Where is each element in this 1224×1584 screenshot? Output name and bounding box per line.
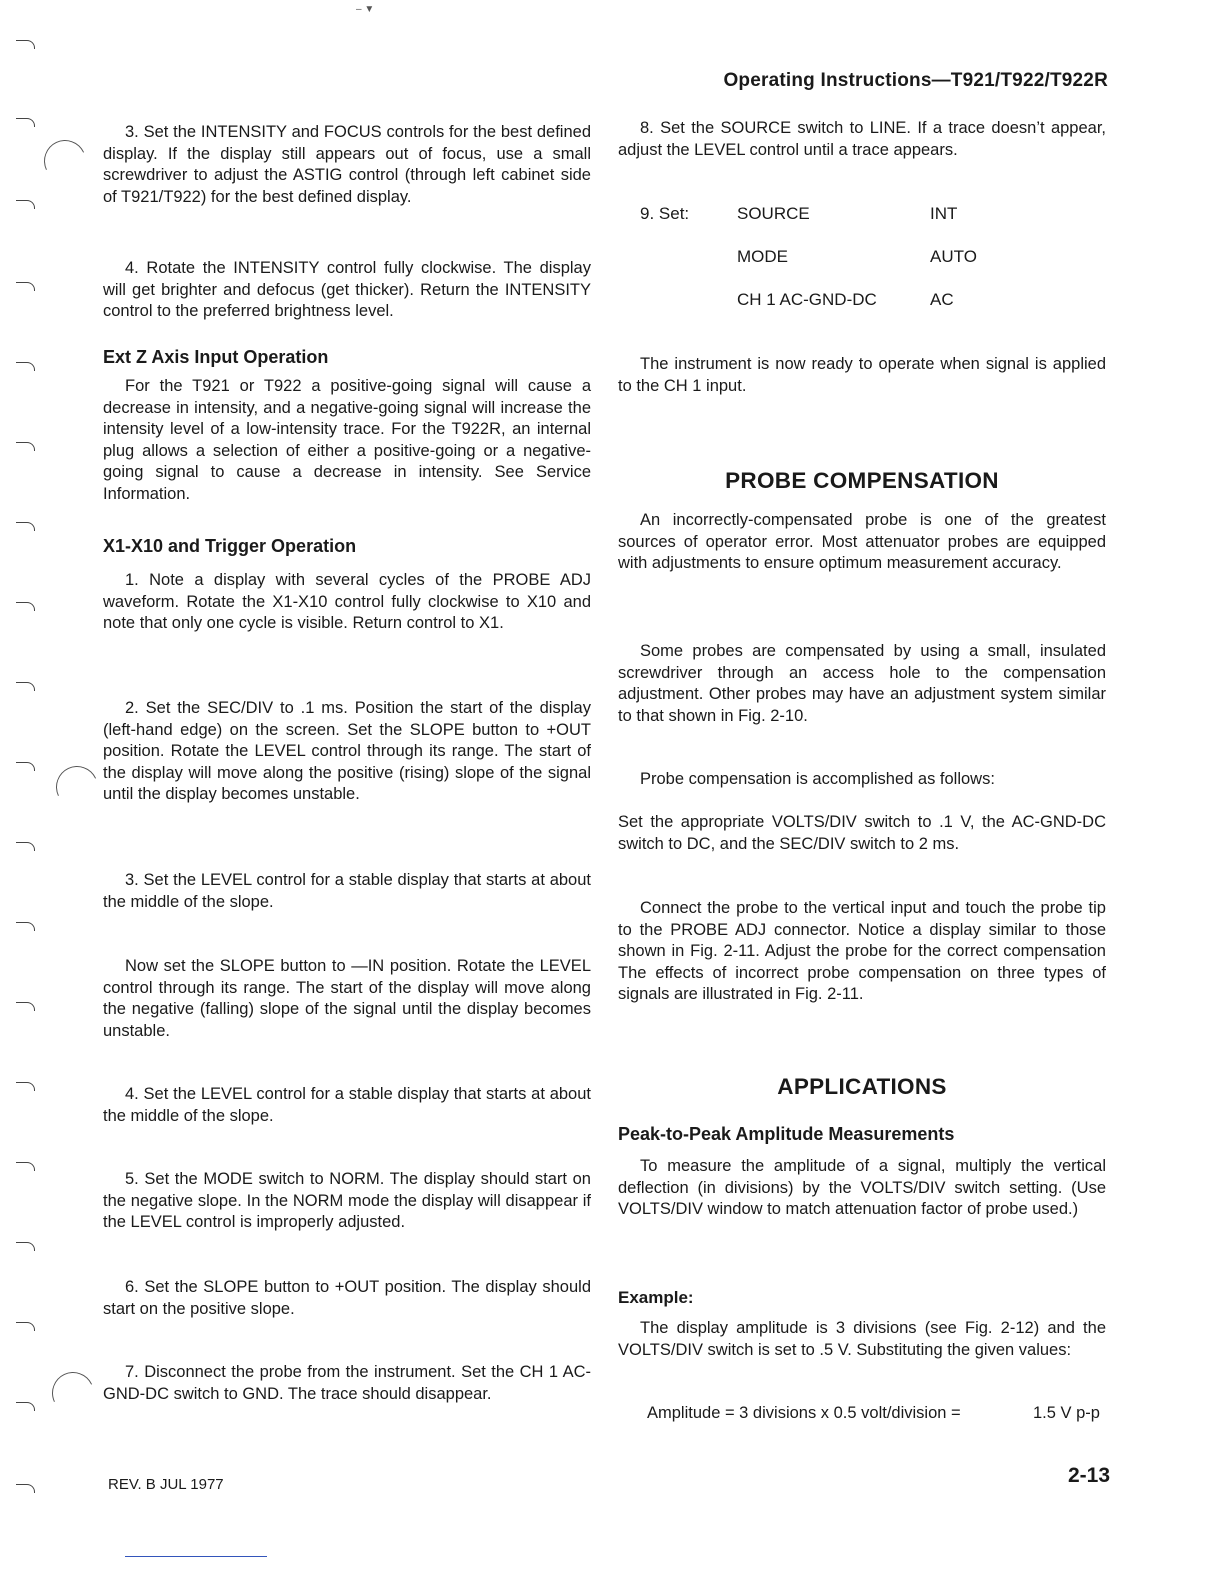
binder-mark-icon <box>16 1242 35 1251</box>
scan-mark-icon: – ▼ <box>356 4 375 15</box>
x1-x10-trigger-heading: X1-X10 and Trigger Operation <box>103 536 357 556</box>
binder-mark-icon <box>16 1402 35 1411</box>
trigger-step-1: 1. Note a display with several cycles of the PROBE ADJ waveform. Rotate the X1-X10 control fully clockwise to X10 and note that only one cycle is visible. Return control to X1. <box>103 571 591 632</box>
trigger-step-4: 4. Set the LEVEL control for a stable display that starts at about the middle of the slope. <box>103 1085 591 1125</box>
running-header: Operating Instructions—T921/T922/T922R <box>723 70 1108 91</box>
binder-mark-icon <box>16 842 35 851</box>
trigger-step-2: 2. Set the SEC/DIV to .1 ms. Position the start of the display (left-hand edge) on the screen. Set the SLOPE button to +OUT position. Rotate the LEVEL control through its range. The start of the display will move along the positive (rising) slope of the signal until the display becomes unstable. <box>103 699 591 803</box>
step-9-settings <box>618 204 1106 314</box>
probe-compensation-heading: PROBE COMPENSATION <box>725 468 999 493</box>
setting-value: INT <box>930 204 958 223</box>
binder-mark-icon <box>16 1322 35 1331</box>
binder-mark-icon <box>16 442 35 451</box>
binder-mark-icon <box>16 282 35 291</box>
footer-divider <box>125 1556 267 1557</box>
binder-mark-icon <box>16 1002 35 1011</box>
step-4-intensity-rotate: 4. Rotate the INTENSITY control fully clockwise. The display will get brighter and defocus (get thicker). Return the INTENSITY control to the preferred brightness level. <box>103 259 591 320</box>
binder-mark-icon <box>16 40 35 49</box>
ext-z-axis-paragraph: For the T921 or T922 a positive-going signal will cause a decrease in intensity, and a negative-going signal will increase the intensity level of a low-intensity trace. For the T922R, an internal plug allows a selection of either a positive-going or a negative-going signal to cause a decrease in intensity. See Service Information. <box>103 377 591 503</box>
probe-comp-volts-div: Set the appropriate VOLTS/DIV switch to .1 V, the AC-GND-DC switch to DC, and the SEC/DIV switch to 2 ms. <box>618 813 1106 853</box>
revision-date: REV. B JUL 1977 <box>108 1476 224 1493</box>
trigger-step-7: 7. Disconnect the probe from the instrument. Set the CH 1 AC-GND-DC switch to GND. The trace should disappear. <box>103 1363 591 1403</box>
binder-mark-icon <box>16 1484 35 1493</box>
amplitude-formula <box>647 1404 1135 1423</box>
setting-value: AC <box>930 290 954 309</box>
step-8-source-line: 8. Set the SOURCE switch to LINE. If a trace doesn’t appear, adjust the LEVEL control until a trace appears. <box>618 119 1106 159</box>
setting-name: SOURCE <box>737 204 810 223</box>
formula-expression: Amplitude = 3 divisions x 0.5 volt/division = <box>647 1404 961 1422</box>
step-3-intensity-focus: 3. Set the INTENSITY and FOCUS controls for the best defined display. If the display still appears out of focus, use a small screwdriver to adjust the ASTIG control (through left cabinet side of T921/T922) for the best defined display. <box>103 123 591 206</box>
setting-name: MODE <box>737 247 788 266</box>
binder-mark-icon <box>16 522 35 531</box>
trigger-step-3: 3. Set the LEVEL control for a stable display that starts at about the middle of the slope. <box>103 871 591 911</box>
probe-comp-as-follows: Probe compensation is accomplished as follows: <box>640 770 995 788</box>
trigger-step-5: 5. Set the MODE switch to NORM. The display should start on the negative slope. In the NORM mode the display will disappear if the LEVEL control is improperly adjusted. <box>103 1170 591 1231</box>
setting-value: AUTO <box>930 247 977 266</box>
trigger-step-6: 6. Set the SLOPE button to +OUT position. The display should start on the positive slope. <box>103 1278 591 1318</box>
probe-comp-intro: An incorrectly-compensated probe is one of the greatest sources of operator error. Most attenuator probes are equipped with adjustments to ensure optimum measurement accuracy. <box>618 511 1106 572</box>
applications-heading: APPLICATIONS <box>777 1074 947 1099</box>
example-heading: Example: <box>618 1288 694 1307</box>
binder-mark-icon <box>16 762 35 771</box>
probe-comp-connect: Connect the probe to the vertical input and touch the probe tip to the PROBE ADJ connector. Notice a display similar to those shown in Fig. 2-11. Adjust the probe for the correct compensation The effects of incorrect probe compensation on three types of signals are illustrated in Fig. 2-11. <box>618 899 1106 1003</box>
peak-to-peak-paragraph: To measure the amplitude of a signal, multiply the vertical deflection (in divisions) by the VOLTS/DIV switch setting. (Use VOLTS/DIV window to match attenuation factor of probe used.) <box>618 1157 1106 1218</box>
binder-mark-icon <box>16 1082 35 1091</box>
binder-mark-icon <box>16 682 35 691</box>
ready-paragraph: The instrument is now ready to operate when signal is applied to the CH 1 input. <box>618 355 1106 395</box>
probe-comp-screwdriver: Some probes are compensated by using a small, insulated screwdriver through an access hole to the compensation adjustment. Other probes may have an adjustment system similar to that shown in Fig. 2-10. <box>618 642 1106 725</box>
formula-result: 1.5 V p-p <box>1033 1404 1100 1422</box>
binder-mark-icon <box>16 362 35 371</box>
step-9-label: 9. Set: <box>640 204 690 223</box>
setting-name: CH 1 AC-GND-DC <box>737 290 877 309</box>
slope-in-paragraph: Now set the SLOPE button to —IN position. Rotate the LEVEL control through its range. The start of the display will move along the negative (falling) slope of the signal until the display becomes unstable. <box>103 957 591 1040</box>
punch-hole-icon <box>50 760 104 814</box>
peak-to-peak-heading: Peak-to-Peak Amplitude Measurements <box>618 1124 955 1144</box>
binder-mark-icon <box>16 200 35 209</box>
binder-mark-icon <box>16 602 35 611</box>
punch-hole-icon <box>38 134 92 188</box>
binder-mark-icon <box>16 118 35 127</box>
page-number: 2-13 <box>1067 1464 1110 1487</box>
binder-mark-icon <box>16 922 35 931</box>
binder-mark-icon <box>16 1162 35 1171</box>
ext-z-axis-heading: Ext Z Axis Input Operation <box>103 347 329 367</box>
punch-hole-icon <box>46 1366 100 1420</box>
example-paragraph: The display amplitude is 3 divisions (see Fig. 2-12) and the VOLTS/DIV switch is set to .5 V. Substituting the given values: <box>618 1319 1106 1359</box>
